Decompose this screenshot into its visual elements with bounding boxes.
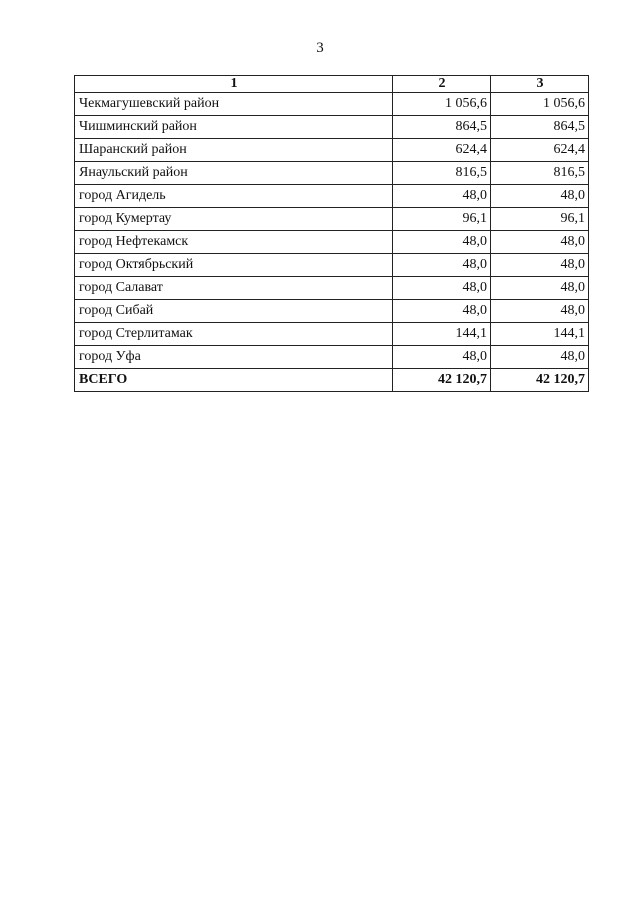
row-value-col2: 48,0 xyxy=(393,254,491,277)
row-value-col2: 816,5 xyxy=(393,162,491,185)
row-name: город Нефтекамск xyxy=(75,231,393,254)
row-value-col3: 48,0 xyxy=(491,300,589,323)
row-value-col3: 48,0 xyxy=(491,254,589,277)
row-value-col3: 48,0 xyxy=(491,231,589,254)
row-name: Шаранский район xyxy=(75,139,393,162)
row-name: город Уфа xyxy=(75,346,393,369)
row-value-col3: 864,5 xyxy=(491,116,589,139)
row-name: город Кумертау xyxy=(75,208,393,231)
row-value-col3: 816,5 xyxy=(491,162,589,185)
row-value-col2: 48,0 xyxy=(393,277,491,300)
row-value-col2: 96,1 xyxy=(393,208,491,231)
row-value-col2: 624,4 xyxy=(393,139,491,162)
column-header-2: 2 xyxy=(393,76,491,93)
row-name: город Агидель xyxy=(75,185,393,208)
data-table xyxy=(74,75,589,392)
header-row xyxy=(75,76,589,93)
row-value-col2: 144,1 xyxy=(393,323,491,346)
row-value-col3: 1 056,6 xyxy=(491,93,589,116)
row-value-col3: 48,0 xyxy=(491,277,589,300)
row-name: город Стерлитамак xyxy=(75,323,393,346)
row-name: Янаульский район xyxy=(75,162,393,185)
row-name: Чишминский район xyxy=(75,116,393,139)
row-value-col3: 48,0 xyxy=(491,346,589,369)
table-row xyxy=(75,254,589,277)
row-name: город Октябрьский xyxy=(75,254,393,277)
column-header-3: 3 xyxy=(491,76,589,93)
table-row xyxy=(75,277,589,300)
table-row xyxy=(75,116,589,139)
table-row xyxy=(75,323,589,346)
row-value-col2: 48,0 xyxy=(393,346,491,369)
table-row xyxy=(75,346,589,369)
row-value-col3: 48,0 xyxy=(491,185,589,208)
total-row xyxy=(75,369,589,392)
row-value-col3: 624,4 xyxy=(491,139,589,162)
table-row xyxy=(75,231,589,254)
column-header-1: 1 xyxy=(75,76,393,93)
total-label: ВСЕГО xyxy=(75,369,393,392)
row-value-col3: 96,1 xyxy=(491,208,589,231)
table-row xyxy=(75,185,589,208)
row-name: Чекмагушевский район xyxy=(75,93,393,116)
page-number: 3 xyxy=(316,40,324,56)
row-value-col3: 144,1 xyxy=(491,323,589,346)
row-value-col2: 48,0 xyxy=(393,185,491,208)
table-row xyxy=(75,300,589,323)
row-value-col2: 48,0 xyxy=(393,300,491,323)
row-value-col2: 864,5 xyxy=(393,116,491,139)
row-value-col2: 1 056,6 xyxy=(393,93,491,116)
table-row xyxy=(75,162,589,185)
total-value-col3: 42 120,7 xyxy=(491,369,589,392)
row-value-col2: 48,0 xyxy=(393,231,491,254)
table-row xyxy=(75,139,589,162)
table-row xyxy=(75,93,589,116)
row-name: город Салават xyxy=(75,277,393,300)
total-value-col2: 42 120,7 xyxy=(393,369,491,392)
table-row xyxy=(75,208,589,231)
row-name: город Сибай xyxy=(75,300,393,323)
